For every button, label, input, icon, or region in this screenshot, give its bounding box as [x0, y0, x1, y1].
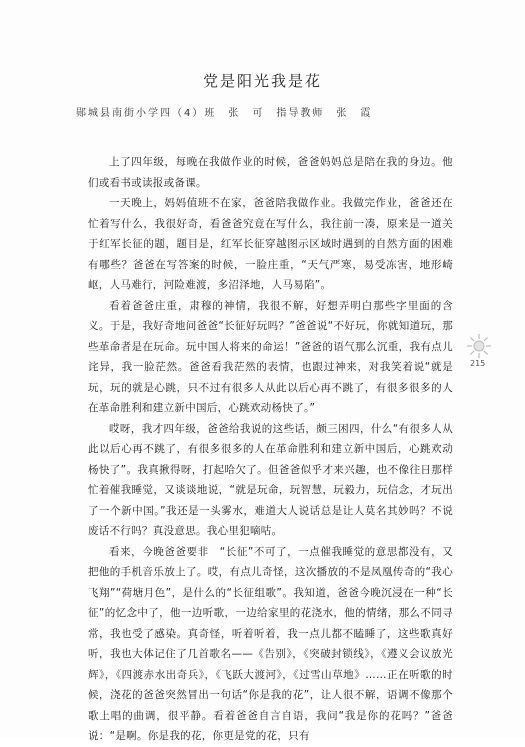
- author-byline: 郧城县南街小学四（4）班 张 可 指导教师 张 霞: [76, 108, 373, 119]
- page-number: 215: [470, 359, 486, 368]
- paragraph: 上了四年级，每晚在我做作业的时候，爸爸妈妈总是陪在我的身边。他们或看书或读报或备课。: [88, 156, 453, 189]
- article-body: [88, 152, 453, 747]
- paragraph: 哎呀，我才四年级，爸爸给我说的这些话，颇三困四，什么“有很多人从此以后心再不跳了，有很多很多的人在革命胜利和建立新中国后，心跳欢动杨快了”。我真揪得呀，打起哈欠了。但爸爸似乎才来兴趣，也不像往日那样忙着催我睡觉，又谈谈地说，“就是玩命，玩智慧，玩毅力，玩信念，才玩出了一个新中国。”我还是一头雾水，难道大人说话总是让人莫名其妙吗？不说废话不行吗？真没意思。我心里犯嘀咕。: [88, 422, 453, 537]
- paragraph: 一天晚上，妈妈值班不在家，爸爸陪我做作业。我做完作业，爸爸还在忙着写什么，我很好奇，看爸爸究竟在写什么，我往前一凑，原来是一道关于红军长征的题，题目是，红军长征穿越图示区域时遇到的自然方面的困难有哪些？爸爸在写答案的时候，一脸庄重，“天气严寒，易受冻害，地形崎岖，人马难行，河险难渡，多沼泽地，人马易陷”。: [88, 197, 453, 291]
- paragraph: 看着爸爸庄重，肃穆的神情，我很不解，好想弄明白那些字里面的含义。于是，我好奇地问爸爸“长征好玩吗？”爸爸说“不好玩，你就知道玩，那些革命者是在玩命。玩中国人将来的命运！”爸爸的语气那么沉重，我有点儿诧异，我一脸茫然。爸爸看我茫然的表情，也跟过神来，对我笑着说“就是玩，玩的就是心跳，只不过有很多人从此以后心再不跳了，有很多很多的人在革命胜利和建立新中国后，心跳欢动杨快了。”: [88, 299, 453, 414]
- document-title: 党是阳光我是花: [202, 72, 322, 90]
- paragraph: 看来，今晚爸爸要非 “长征”不可了，一点催我睡觉的意思都没有，又把他的手机音乐放上了。哎，有点儿奇怪，这次播放的不是凤凰传奇的“我心飞翔”“荷塘月色”，是什么的“长征组歌”。我知道，爸爸今晚沉浸在一种“长征”的忆念中了，他一边听歌，一边给家里的花浇水，他的情绪，那么不同寻常，我也受了感染。真奇怪，听着听着，我一点儿都不瞌睡了，这些歌真好听，我也大体记住了几首歌名——《告别》，《突破封锁线》，《遵义会议放光辉》，《四渡赤水出奇兵》，《飞跃大渡河》，《过雪山草地》……正在听歌的时候，浇花的爸爸突然冒出一句话“你是我的花”，让人很不解，语调不像那个歌上唱的曲调，很平静。看着爸爸自言自语，我问“我是你的花吗？”爸爸说：“是啊。你是我的花，你更是党的花，只有: [88, 545, 453, 742]
- sun-flower-icon: [466, 333, 492, 359]
